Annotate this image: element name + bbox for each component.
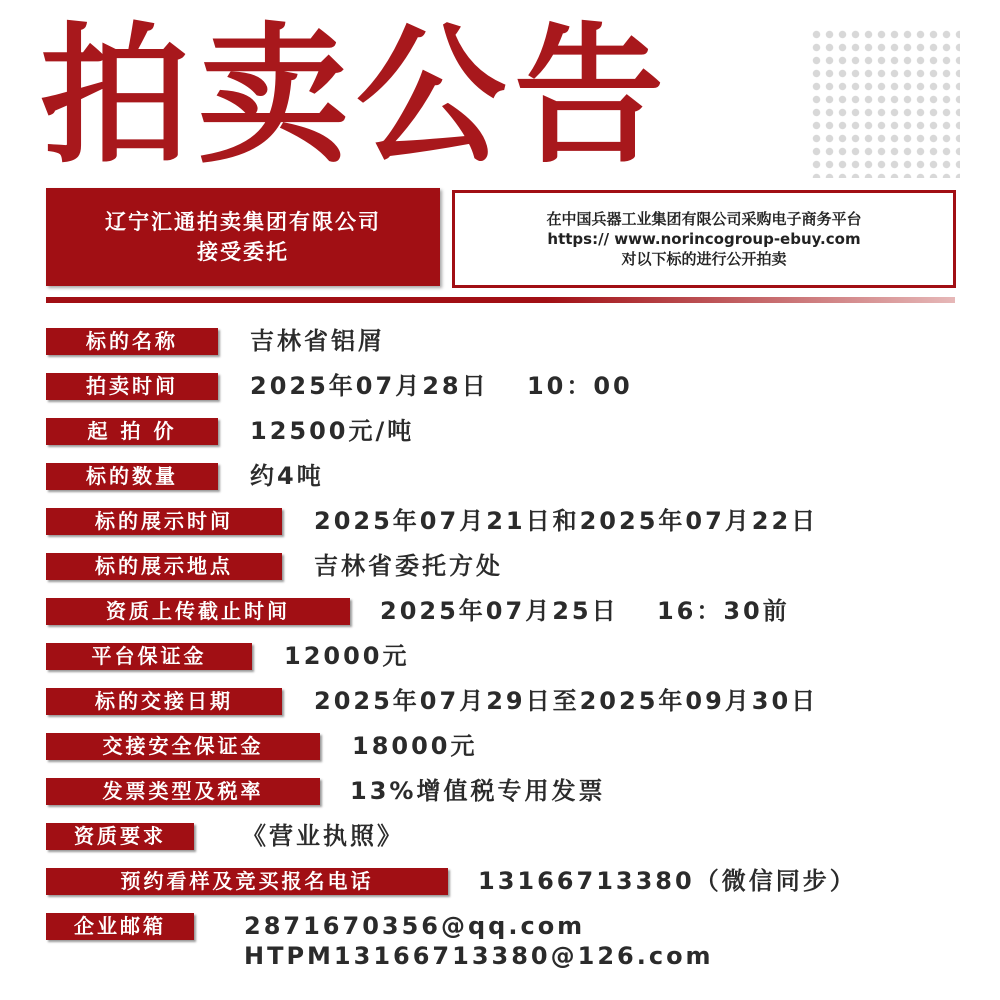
info-value: 2025年07月25日 16：30前 bbox=[380, 597, 790, 625]
info-label: 资质上传截止时间 bbox=[46, 598, 350, 625]
info-value: 18000元 bbox=[352, 732, 478, 760]
info-label: 起 拍 价 bbox=[46, 418, 218, 445]
info-value: 13%增值税专用发票 bbox=[350, 777, 606, 805]
info-label: 平台保证金 bbox=[46, 643, 252, 670]
info-value: 约4吨 bbox=[250, 462, 324, 490]
info-label: 交接安全保证金 bbox=[46, 733, 320, 760]
info-label: 标的数量 bbox=[46, 463, 218, 490]
info-label: 标的名称 bbox=[46, 328, 218, 355]
info-value: 12000元 bbox=[284, 642, 410, 670]
dot-pattern-decoration bbox=[810, 28, 960, 178]
platform-name: 在中国兵器工业集团有限公司采购电子商务平台 bbox=[546, 210, 862, 228]
page-title: 拍卖公告 bbox=[40, 10, 673, 184]
info-label: 拍卖时间 bbox=[46, 373, 218, 400]
platform-url: https:// www.norincogroup-ebuy.com bbox=[547, 230, 861, 248]
auctioneer-name: 辽宁汇通拍卖集团有限公司 bbox=[105, 210, 381, 234]
platform-box bbox=[452, 190, 956, 288]
info-value: 2025年07月28日 10：00 bbox=[250, 372, 633, 400]
info-value: 13166713380（微信同步） bbox=[478, 867, 857, 895]
info-label: 发票类型及税率 bbox=[46, 778, 320, 805]
info-value: 2025年07月29日至2025年09月30日 bbox=[314, 687, 819, 715]
header-divider bbox=[46, 297, 955, 303]
info-value: 12500元/吨 bbox=[250, 417, 415, 445]
auctioneer-note: 接受委托 bbox=[197, 240, 289, 264]
info-label: 标的展示时间 bbox=[46, 508, 282, 535]
info-label: 资质要求 bbox=[46, 823, 194, 850]
info-label: 标的交接日期 bbox=[46, 688, 282, 715]
info-value: 吉林省委托方处 bbox=[314, 552, 503, 580]
info-value: 吉林省铝屑 bbox=[250, 327, 385, 355]
info-value-email-1: 2871670356@qq.com bbox=[244, 912, 586, 940]
info-value: 2025年07月21日和2025年07月22日 bbox=[314, 507, 819, 535]
platform-note: 对以下标的进行公开拍卖 bbox=[621, 250, 787, 268]
info-label: 预约看样及竞买报名电话 bbox=[46, 868, 448, 895]
info-value: 《营业执照》 bbox=[242, 822, 404, 850]
info-label: 企业邮箱 bbox=[46, 913, 194, 940]
auctioneer-box bbox=[46, 188, 440, 286]
info-label: 标的展示地点 bbox=[46, 553, 282, 580]
info-value-email-2: HTPM13166713380@126.com bbox=[244, 942, 714, 970]
